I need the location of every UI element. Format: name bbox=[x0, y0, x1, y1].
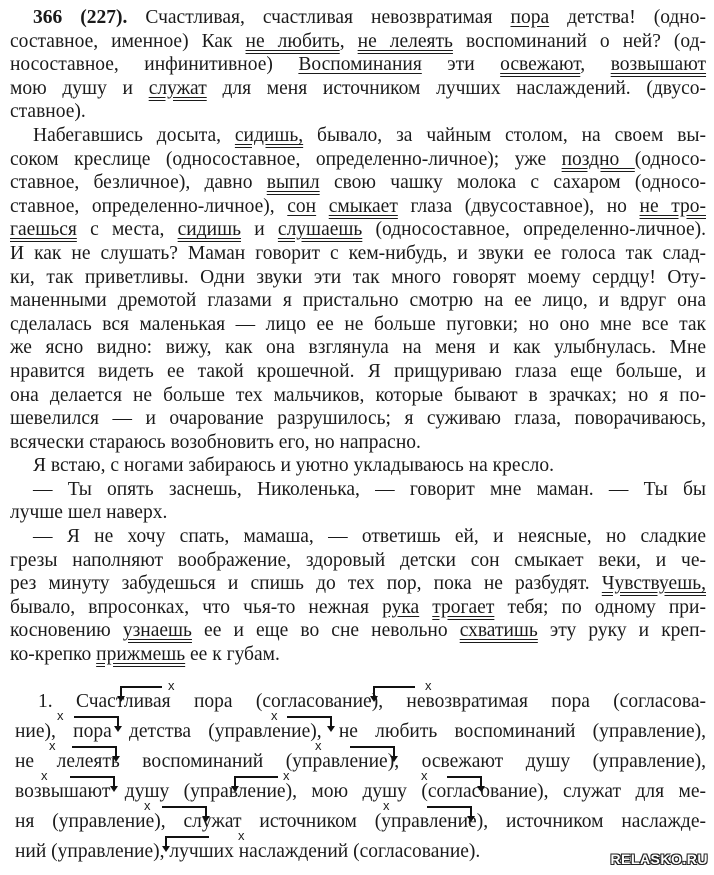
text-line bbox=[10, 242, 706, 266]
text-fragment: ее к губам. bbox=[185, 644, 280, 666]
text-fragment: бывало, впросонках, что чья-то нежная bbox=[10, 596, 383, 618]
dependency-arrow bbox=[74, 716, 119, 727]
text-line bbox=[10, 407, 706, 431]
text-fragment: она делается не больше тех мальчиков, которые бывают в зрачках; но я по- bbox=[10, 384, 706, 406]
analysis-text: возвышают душу (управление), мою душу (согласование), служат для ме- bbox=[15, 781, 706, 802]
text-fragment: детства! (одно- bbox=[549, 7, 706, 28]
text-line bbox=[10, 6, 706, 30]
text-fragment: с места, bbox=[76, 219, 178, 241]
text-fragment: маненными дремотой глазами я пристально смотрю на ее лицо, и вдруг она bbox=[10, 290, 706, 312]
text-line bbox=[10, 53, 706, 77]
predicate-underlined: схватишь bbox=[459, 620, 538, 642]
text-line bbox=[10, 100, 706, 124]
text-fragment: ее и еще во сне невольно bbox=[191, 620, 460, 642]
head-word-mark: x bbox=[238, 828, 245, 843]
analysis-line bbox=[15, 768, 706, 807]
text-fragment: для меня источником лучших наслаждений. (двусо- bbox=[206, 77, 706, 99]
text-fragment: ставное). bbox=[10, 101, 86, 123]
predicate-underlined: Чувствуешь, bbox=[601, 573, 706, 595]
subject-underlined: сон bbox=[287, 195, 317, 217]
text-fragment: Счастливая, счастливая невозвратимая bbox=[127, 7, 511, 28]
text-fragment: и bbox=[241, 219, 278, 241]
text-line bbox=[10, 360, 706, 384]
text-fragment: эти bbox=[421, 54, 501, 76]
text-fragment: сделалась вся маленькая — лицо ее не больше пуговки; но оно мне все так bbox=[10, 313, 706, 335]
dependency-arrow bbox=[234, 776, 278, 787]
head-word-mark: x bbox=[315, 738, 322, 753]
predicate-underlined: прижмешь bbox=[96, 644, 186, 666]
text-fragment: бывало, за чайным столом, на своем вы- bbox=[303, 124, 706, 146]
text-line bbox=[10, 266, 706, 290]
exercise-text bbox=[10, 6, 706, 667]
text-fragment: (односоставное, определенно-личное). bbox=[362, 219, 706, 241]
head-word-mark: x bbox=[49, 738, 56, 753]
head-word-mark: x bbox=[271, 708, 278, 723]
dependency-arrow bbox=[162, 806, 207, 817]
dependency-arrow bbox=[70, 776, 115, 787]
text-line bbox=[10, 77, 706, 101]
predicate-underlined: смыкает bbox=[328, 195, 398, 217]
dependency-arrow bbox=[72, 746, 117, 757]
dependency-arrow bbox=[165, 836, 209, 847]
predicate-underlined: выпил bbox=[266, 172, 320, 194]
text-line bbox=[10, 478, 706, 502]
analysis-text: ний (управление), лучших наслаждений (согласование). bbox=[15, 841, 481, 862]
subject-underlined: Воспоминания bbox=[298, 54, 422, 76]
text-line bbox=[10, 431, 706, 455]
text-fragment: И как не слушать? Маман говорит с кем-нибудь, и звуки ее голоса так слад- bbox=[10, 242, 706, 264]
head-word-mark: x bbox=[144, 798, 151, 813]
watermark: RELASKO.RU bbox=[610, 851, 708, 867]
predicate-underlined: сидишь bbox=[177, 219, 241, 241]
text-line bbox=[10, 336, 706, 360]
head-word-mark: x bbox=[283, 768, 290, 783]
text-line bbox=[10, 596, 706, 620]
text-fragment: мою душу и bbox=[10, 77, 149, 99]
exercise-number: 366 (227). bbox=[33, 7, 128, 28]
predicate-underlined: слушаешь bbox=[277, 219, 363, 241]
text-line bbox=[10, 643, 706, 667]
analysis-text: ня (управление), служат источником (управление), источником наслажде- bbox=[15, 811, 706, 832]
text-fragment: , bbox=[580, 54, 611, 76]
text-fragment: ставное, безличное), давно bbox=[10, 172, 267, 194]
analysis-text: не лелеять воспоминаний (управление), освежают душу (управление), bbox=[15, 751, 706, 772]
predicate-underlined: освежают bbox=[500, 54, 581, 76]
text-fragment: грезы наполняют воображение, здоровый детски сон смыкает веки, и че- bbox=[10, 549, 706, 571]
dependency-arrow bbox=[350, 746, 395, 757]
analysis-line bbox=[15, 708, 706, 747]
dependency-arrow bbox=[287, 716, 332, 727]
text-line bbox=[10, 30, 706, 54]
text-fragment: , bbox=[339, 30, 358, 52]
predicate-underlined: возвышают bbox=[610, 54, 707, 76]
text-fragment: воспоминаний о ней? (од- bbox=[452, 30, 707, 52]
text-line bbox=[10, 218, 706, 242]
analysis-text: 1. Счастливая пора (согласование), невозвратимая пора (согласова- bbox=[38, 691, 706, 712]
text-fragment bbox=[316, 196, 329, 217]
text-line bbox=[10, 549, 706, 573]
phrase-analysis bbox=[15, 678, 706, 867]
text-fragment: — Я не хочу спать, мамаша, — ответишь ей, и неясные, но сладкие bbox=[33, 526, 706, 548]
text-fragment: ставное, определенно-личное), bbox=[10, 195, 288, 217]
text-fragment: рез минуту забудешься и спишь до тех пор, пока не разбудят. bbox=[10, 573, 602, 595]
dependency-arrow bbox=[373, 686, 415, 697]
text-fragment: составное, именное) Как bbox=[10, 30, 246, 52]
text-line bbox=[10, 384, 706, 408]
text-line bbox=[10, 525, 706, 549]
text-fragment: ки, так приветливы. Одни звуки эти так много говорят моему сердцу! Оту- bbox=[10, 266, 706, 288]
head-word-mark: x bbox=[41, 768, 48, 783]
text-fragment: Я встаю, с ногами забираюсь и уютно укладываюсь на кресло. bbox=[33, 455, 555, 477]
predicate-underlined: служат bbox=[148, 77, 207, 99]
predicate-underlined: сидишь, bbox=[234, 124, 304, 146]
text-fragment: свою чашку молока с сахаром (односо- bbox=[319, 172, 706, 194]
head-word-mark: x bbox=[383, 798, 390, 813]
analysis-text: ние), пора детства (управление), не любить воспоминаний (управление), bbox=[15, 721, 706, 742]
text-fragment: лучше шел наверх. bbox=[10, 502, 168, 524]
text-line bbox=[10, 619, 706, 643]
dependency-arrow bbox=[120, 686, 162, 697]
text-fragment: Набегавшись досыта, bbox=[33, 124, 235, 146]
analysis-line bbox=[15, 828, 706, 867]
text-line bbox=[10, 501, 706, 525]
text-fragment bbox=[419, 597, 432, 618]
text-line bbox=[10, 171, 706, 195]
text-fragment: — Ты опять заснешь, Николенька, — говорит мне маман. — Ты бы bbox=[33, 478, 706, 500]
head-word-mark: x bbox=[57, 708, 64, 723]
text-fragment: (односо- bbox=[634, 148, 706, 170]
predicate-underlined: поздно bbox=[561, 148, 635, 170]
head-word-mark: x bbox=[421, 768, 428, 783]
analysis-line bbox=[15, 798, 706, 837]
predicate-underlined: трогает bbox=[432, 596, 495, 618]
text-line bbox=[10, 148, 706, 172]
head-word-mark: x bbox=[425, 678, 432, 693]
subject-underlined: рука bbox=[382, 596, 420, 618]
text-fragment: же ясно видно: вижу, как она взглянула на меня и как улыбнулась. Мне bbox=[10, 337, 706, 359]
text-fragment: носоставное, инфинитивное) bbox=[10, 54, 299, 76]
text-line bbox=[10, 289, 706, 313]
text-fragment: тебя; по одному при- bbox=[494, 596, 706, 618]
text-line bbox=[10, 124, 706, 148]
text-line bbox=[10, 313, 706, 337]
predicate-underlined: узнаешь bbox=[122, 620, 192, 642]
analysis-line bbox=[15, 678, 706, 717]
predicate-underlined: не любить bbox=[245, 30, 340, 52]
predicate-underlined: не тро- bbox=[639, 195, 706, 217]
subject-underlined: пора bbox=[510, 7, 550, 28]
dependency-arrow bbox=[447, 776, 482, 787]
text-line bbox=[10, 454, 706, 478]
text-fragment: глаза (двусоставное), но bbox=[397, 195, 640, 217]
text-line bbox=[10, 572, 706, 596]
text-fragment: косновению bbox=[10, 620, 123, 642]
text-fragment: эту руку и креп- bbox=[537, 620, 707, 642]
text-fragment: нравится видеть ее такой крошечной. Я прищуриваю глаза еще больше, и bbox=[10, 360, 706, 382]
text-fragment: соком креслице (односоставное, определенно-личное); уже bbox=[10, 148, 562, 170]
analysis-line bbox=[15, 738, 706, 777]
text-fragment: шевелился — и очарование разрушилось; я суживаю глаза, поворачиваюсь, bbox=[10, 408, 706, 430]
text-fragment: ко-крепко bbox=[10, 644, 97, 666]
text-fragment: всячески стараюсь возобновить его, но напрасно. bbox=[10, 431, 421, 453]
text-line bbox=[10, 195, 706, 219]
dependency-arrow bbox=[427, 806, 472, 817]
head-word-mark: x bbox=[168, 678, 175, 693]
predicate-underlined: не лелеять bbox=[357, 30, 453, 52]
predicate-underlined: гаешься bbox=[10, 219, 77, 241]
